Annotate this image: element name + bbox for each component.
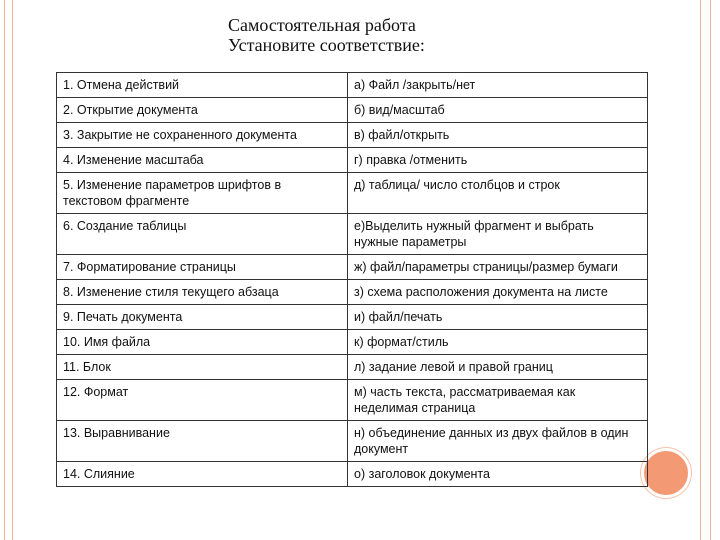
- term-cell: 8. Изменение стиля текущего абзаца: [57, 280, 348, 305]
- table-row: [57, 462, 648, 487]
- table-row: [57, 255, 648, 280]
- table-row: [57, 380, 648, 421]
- definition-cell: в) файл/открыть: [348, 123, 648, 148]
- definition-cell: к) формат/стиль: [348, 330, 648, 355]
- definition-cell: г) правка /отменить: [348, 148, 648, 173]
- definition-cell: з) схема расположения документа на листе: [348, 280, 648, 305]
- definition-cell: о) заголовок документа: [348, 462, 648, 487]
- definition-cell: б) вид/масштаб: [348, 98, 648, 123]
- term-cell: 10. Имя файла: [57, 330, 348, 355]
- term-cell: 12. Формат: [57, 380, 348, 421]
- definition-cell: д) таблица/ число столбцов и строк: [348, 173, 648, 214]
- definition-cell: н) объединение данных из двух файлов в один документ: [348, 421, 648, 462]
- table-row: [57, 214, 648, 255]
- table-row: [57, 305, 648, 330]
- term-cell: 1. Отмена действий: [57, 73, 348, 98]
- term-cell: 11. Блок: [57, 355, 348, 380]
- title-line-1: Самостоятельная работа: [228, 15, 416, 35]
- table-row: [57, 123, 648, 148]
- definition-cell: и) файл/печать: [348, 305, 648, 330]
- term-cell: 3. Закрытие не сохраненного документа: [57, 123, 348, 148]
- table-row: [57, 98, 648, 123]
- left-decorative-border: [4, 0, 13, 540]
- title-line-2: Установите соответствие:: [228, 35, 425, 55]
- term-cell: 13. Выравнивание: [57, 421, 348, 462]
- table-row: [57, 421, 648, 462]
- table-row: [57, 280, 648, 305]
- term-cell: 14. Слияние: [57, 462, 348, 487]
- definition-cell: м) часть текста, рассматриваемая как неделимая страница: [348, 380, 648, 421]
- term-cell: 4. Изменение масштаба: [57, 148, 348, 173]
- right-decorative-border: [700, 0, 711, 540]
- slide-title: [228, 15, 425, 55]
- definition-cell: л) задание левой и правой границ: [348, 355, 648, 380]
- term-cell: 6. Создание таблицы: [57, 214, 348, 255]
- term-cell: 9. Печать документа: [57, 305, 348, 330]
- term-cell: 2. Открытие документа: [57, 98, 348, 123]
- table-row: [57, 148, 648, 173]
- table-row: [57, 330, 648, 355]
- decorative-circle: [641, 448, 691, 498]
- table-row: [57, 73, 648, 98]
- matching-table: [56, 72, 648, 487]
- table-row: [57, 355, 648, 380]
- definition-cell: ж) файл/параметры страницы/размер бумаги: [348, 255, 648, 280]
- definition-cell: а) Файл /закрыть/нет: [348, 73, 648, 98]
- term-cell: 7. Форматирование страницы: [57, 255, 348, 280]
- table-row: [57, 173, 648, 214]
- definition-cell: е)Выделить нужный фрагмент и выбрать нужные параметры: [348, 214, 648, 255]
- term-cell: 5. Изменение параметров шрифтов в текстовом фрагменте: [57, 173, 348, 214]
